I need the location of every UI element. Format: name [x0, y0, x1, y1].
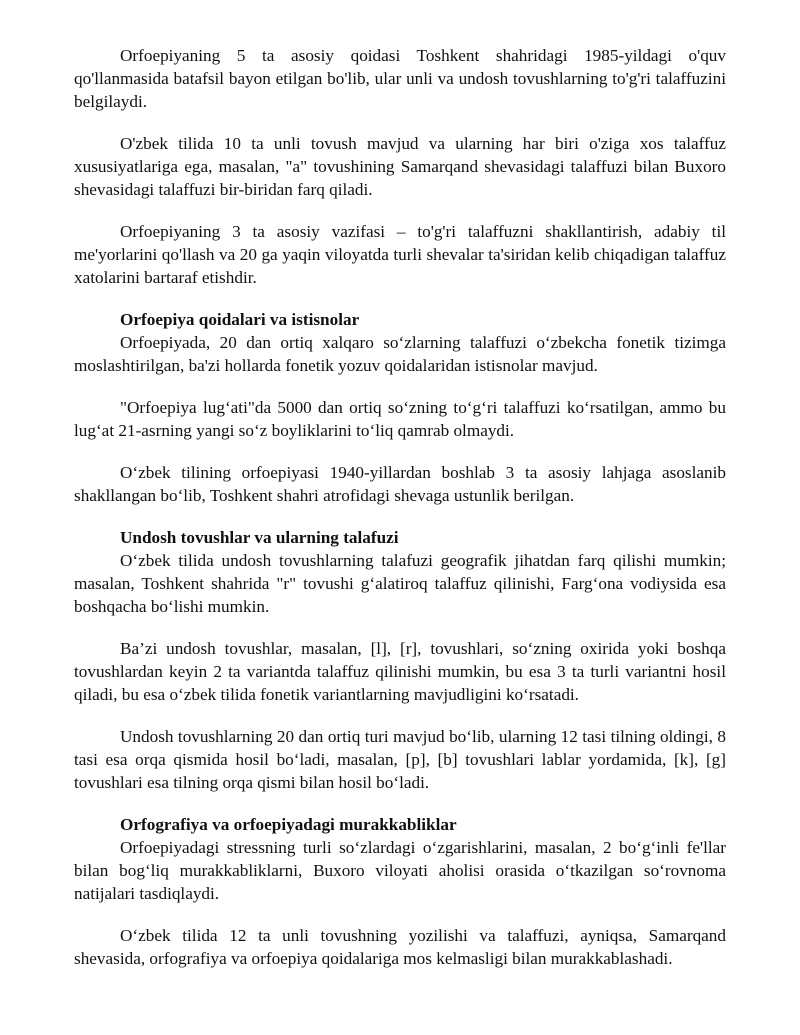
intro-paragraph: O'zbek tilida 10 ta unli tovush mavjud va ularning har biri o'ziga xos talaffuz xususiyatlariga ega, masalan, "a" tovushining Samarqand shevasidagi talaffuzi bilan Buxoro shevasidagi talaffuzi bir-biridan farq qiladi.: [74, 134, 726, 199]
section-paragraph: Ba’zi undosh tovushlar, masalan, [l], [r], tovushlari, so‘zning oxirida yoki boshqa tovushlardan keyin 2 ta variantda talaffuz qilinishi mumkin, bu esa 3 ta turli variantni hosil qiladi, bu esa o‘zbek tilida fonetik variantlarning mavjudligini ko‘rsatadi.: [74, 639, 726, 704]
intro-paragraph: Orfoepiyaning 5 ta asosiy qoidasi Toshkent shahridagi 1985-yildagi o'quv qo'llanmasida batafsil bayon etilgan bo'lib, ular unli va undosh tovushlarning to'g'ri talaffuzini belgilaydi.: [74, 46, 726, 111]
section-heading: Undosh tovushlar va ularning talafuzi: [120, 528, 399, 547]
section-paragraph: O‘zbek tilida 12 ta unli tovushning yozilishi va talaffuzi, ayniqsa, Samarqand shevasida, orfografiya va orfoepiya qoidalariga mos kelmasligi bilan murakkablashadi.: [74, 926, 726, 968]
section-paragraph: O‘zbek tilining orfoepiyasi 1940-yillardan boshlab 3 ta asosiy lahjaga asoslanib shakllangan bo‘lib, Toshkent shahri atrofidagi shevaga ustunlik berilgan.: [74, 463, 726, 505]
section-heading: Orfografiya va orfoepiyadagi murakkabliklar: [120, 815, 457, 834]
intro-paragraph: Orfoepiyaning 3 ta asosiy vazifasi – to'g'ri talaffuzni shakllantirish, adabiy til me'yorlarini qo'llash va 20 ga yaqin viloyatda turli shevalar ta'siridan kelib chiqadigan talaffuz xatolarini bartaraf etishdir.: [74, 222, 726, 287]
section-paragraph: "Orfoepiya lug‘ati"da 5000 dan ortiq so‘zning to‘g‘ri talaffuzi ko‘rsatilgan, ammo bu lug‘at 21-asrning yangi so‘z boyliklarini to‘liq qamrab olmaydi.: [74, 398, 726, 440]
section-paragraph: Undosh tovushlarning 20 dan ortiq turi mavjud bo‘lib, ularning 12 tasi tilning oldingi, 8 tasi esa orqa qismida hosil bo‘ladi, masalan, [p], [b] tovushlari lablar yordamida, [k], [g] tovushlari esa tilning orqa qismi bilan hosil bo‘ladi.: [74, 727, 726, 792]
section-paragraph: Orfoepiyadagi stressning turli so‘zlardagi o‘zgarishlarini, masalan, 2 bo‘g‘inli fe'llar bilan bog‘liq murakkabliklarni, Buxoro viloyati aholisi orasida o‘tkazilgan so‘rovnoma natijalari tasdiqlaydi.: [74, 838, 726, 903]
section-heading: Orfoepiya qoidalari va istisnolar: [120, 310, 360, 329]
section-paragraph: Orfoepiyada, 20 dan ortiq xalqaro so‘zlarning talaffuzi o‘zbekcha fonetik tizimga moslashtirilgan, ba'zi hollarda fonetik yozuv qoidalaridan istisnolar mavjud.: [74, 333, 726, 375]
section-paragraph: O‘zbek tilida undosh tovushlarning talafuzi geografik jihatdan farq qilishi mumkin; masalan, Toshkent shahrida "r" tovushi g‘alatiroq talaffuz qilinishi, Farg‘ona vodiysida esa boshqacha bo‘lishi mumkin.: [74, 551, 726, 616]
